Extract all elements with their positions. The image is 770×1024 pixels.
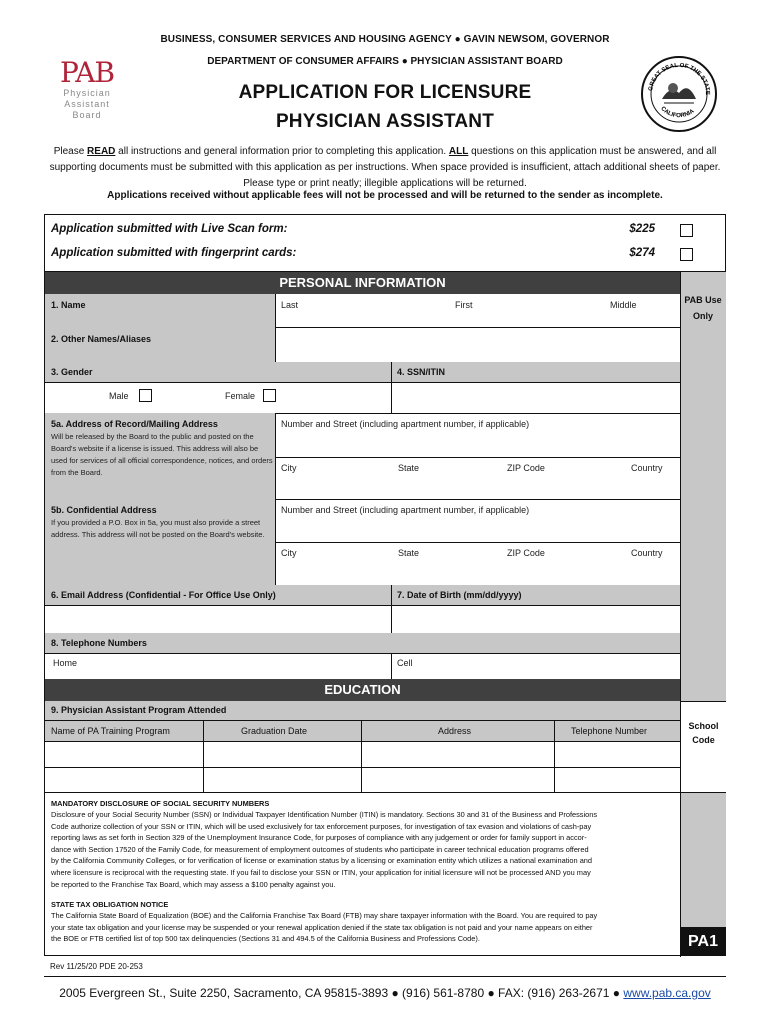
street-label-5a: Number and Street (including apartment number, if applicable)	[281, 419, 530, 429]
confidential-address-label: 5b. Confidential Address	[51, 505, 157, 515]
fee-row-livescan	[51, 223, 715, 235]
col-program-name: Name of PA Training Program	[51, 726, 170, 736]
fee-section	[44, 214, 726, 271]
fee-label: Application submitted with fingerprint cards:	[51, 247, 297, 259]
other-names-input[interactable]	[279, 330, 675, 358]
svg-text:CALIFORNIA	[659, 106, 696, 119]
country-label-5a: Country	[631, 463, 663, 473]
logo-sub-3: Board	[72, 110, 102, 120]
logo-text: PAB	[59, 56, 115, 89]
address-record-label: 5a. Address of Record/Mailing Address	[51, 419, 218, 429]
first-name-label: First	[455, 300, 473, 310]
email-label: 6. Email Address (Confidential - For Office Use Only)	[51, 590, 276, 600]
graduation-date-input-2[interactable]	[205, 769, 359, 791]
email-input[interactable]	[49, 608, 387, 630]
home-phone-label: Home	[53, 658, 78, 668]
fee-label: Application submitted with Live Scan form:	[51, 223, 288, 235]
fee-warning: Applications received without applicable fees will not be processed and will be returned to the sender as incomplete.	[107, 190, 663, 201]
street-label-5b: Number and Street (including apartment number, if applicable)	[281, 505, 530, 515]
country-label-5b: Country	[631, 548, 663, 558]
city-label-5b: City	[281, 548, 297, 558]
form-id-badge: PA1	[680, 927, 726, 956]
fee-row-fingerprint	[51, 247, 715, 259]
telephone-input-1[interactable]	[556, 743, 678, 765]
website-link[interactable]: www.pab.ca.gov	[623, 986, 711, 1000]
footer-address: 2005 Evergreen St., Suite 2250, Sacramento, CA 95815-3893 ● (916) 561-8780 ● FAX: (916) 263-2671 ● www.pab.ca.gov	[59, 986, 711, 1000]
state-label-5b: State	[398, 548, 420, 558]
pab-use-label: PAB Use Only	[684, 295, 722, 321]
revision-label: Rev 11/25/20 PDE 20-253	[50, 962, 143, 971]
home-phone-input[interactable]	[85, 656, 385, 676]
instructions-paragraph: Please READ all instructions and general information prior to completing this application. ALL questions on this application must be answered, and all supporting documents must be submitted with this application as per instructions. When space provided is insufficient, attach additional sheets of paper. Please type or print neatly; illegible applications will be returned.	[49, 146, 721, 189]
logo-sub-2: Assistant	[64, 99, 110, 109]
male-checkbox[interactable]	[139, 389, 152, 402]
middle-name-label: Middle	[610, 300, 637, 310]
ssn-input[interactable]	[395, 385, 675, 411]
last-name-label: Last	[281, 300, 299, 310]
dob-input[interactable]	[395, 608, 675, 630]
address-input-2[interactable]	[363, 769, 552, 791]
seal-bottom-text: CALIFORNIA	[659, 105, 696, 120]
col-address: Address	[438, 726, 472, 736]
agency-line: BUSINESS, CONSUMER SERVICES AND HOUSING AGENCY ● GAVIN NEWSOM, GOVERNOR	[160, 34, 610, 45]
tax-notice-title: STATE TAX OBLIGATION NOTICE	[51, 900, 169, 909]
california-seal-icon	[640, 55, 718, 133]
svg-text:GREAT SEAL OF THE STATE	[648, 63, 710, 95]
female-checkbox[interactable]	[263, 389, 276, 402]
dob-label: 7. Date of Birth (mm/dd/yyyy)	[397, 590, 522, 600]
logo-sub-1: Physician	[63, 88, 111, 98]
city-label-5a: City	[281, 463, 297, 473]
education-heading: EDUCATION	[45, 679, 680, 701]
ssn-label: 4. SSN/ITIN	[397, 367, 446, 377]
program-name-input-2[interactable]	[47, 769, 201, 791]
other-names-label: 2. Other Names/Aliases	[51, 334, 152, 344]
male-label: Male	[109, 391, 129, 401]
form-title-line-2: PHYSICIAN ASSISTANT	[275, 111, 495, 132]
telephone-input-2[interactable]	[556, 769, 678, 791]
pab-use-column	[680, 272, 726, 927]
name-label: 1. Name	[51, 300, 86, 310]
address-record-note: Will be released by the Board to the public and posted on the Board's website if a license is issued. This address will also be used for services of all official correspondence, notices, and orders from the Board.	[51, 432, 273, 477]
fee-fingerprint-checkbox[interactable]	[680, 248, 693, 261]
address-input-1[interactable]	[363, 743, 552, 765]
state-label-5a: State	[398, 463, 420, 473]
ssn-disclosure-text: Disclosure of your Social Security Number (SSN) or Individual Taxpayer Identification Number (ITIN) is mandatory. Sections 30 and 31 of the Business and Professions Code authorize collection of your SSN or ITIN, which will be used exclusively for tax enforcement purposes, for investigation of tax evasion and violations of cash-pay reporting laws as set forth in Section 329 of the Unemployment Insurance Code, for purposes of compliance with any judgement or order for family support in accor- dance with Section 17520 of the Family Code, for measurement of employment outcomes of students who participate in career technical education programs offered by the California Community Colleges, or for verification of license or examination status by a licensing or examination entity which utilizes a national examination and where licensure is reciprocal with the requesting state. If you fail to disclose your SSN or ITIN, your application for initial licensure will not be processed AND you may be reported to the Franchise Tax Board, which may assess a $100 penalty against you.	[51, 810, 598, 889]
graduation-date-input-1[interactable]	[205, 743, 359, 765]
col-telephone: Telephone Number	[571, 726, 648, 736]
fee-amount: $225	[629, 223, 655, 235]
school-code-label: School Code	[688, 721, 719, 745]
ssn-disclosure-title: MANDATORY DISCLOSURE OF SOCIAL SECURITY NUMBERS	[51, 799, 270, 808]
program-name-input-1[interactable]	[47, 743, 201, 765]
tax-notice-text: The California State Board of Equalization (BOE) and the California Franchise Tax Board (FTB) may share taxpayer information with the Board. You are required to pay your state tax obligation and your license may be suspended or your renewal application denied if the state tax obligation is not paid and your name appears on either the BOE or FTB certified list of top 500 tax delinquencies (Sections 31 and 494.5 of the California Business and Professions Code).	[51, 911, 598, 944]
zip-label-5b: ZIP Code	[507, 548, 545, 558]
department-line: DEPARTMENT OF CONSUMER AFFAIRS ● PHYSICIAN ASSISTANT BOARD	[207, 56, 563, 67]
gender-label: 3. Gender	[51, 367, 93, 377]
cell-phone-input[interactable]	[425, 656, 675, 676]
seal-top-text: GREAT SEAL OF THE STATE	[648, 62, 711, 96]
fee-livescan-checkbox[interactable]	[680, 224, 693, 237]
application-form-grid	[44, 271, 726, 956]
cell-phone-label: Cell	[397, 658, 413, 668]
name-input[interactable]	[281, 312, 675, 326]
fee-amount: $274	[629, 247, 655, 259]
zip-label-5a: ZIP Code	[507, 463, 545, 473]
confidential-address-note: If you provided a P.O. Box in 5a, you must also provide a street address. This address will not be posted on the Board's website.	[51, 518, 265, 539]
personal-info-heading: PERSONAL INFORMATION	[45, 272, 680, 294]
col-graduation-date: Graduation Date	[241, 726, 308, 736]
program-label: 9. Physician Assistant Program Attended	[51, 705, 227, 715]
form-title-line-1: APPLICATION FOR LICENSURE	[238, 82, 532, 103]
telephone-label: 8. Telephone Numbers	[51, 638, 147, 648]
footer-divider	[44, 976, 726, 977]
female-label: Female	[225, 391, 256, 401]
